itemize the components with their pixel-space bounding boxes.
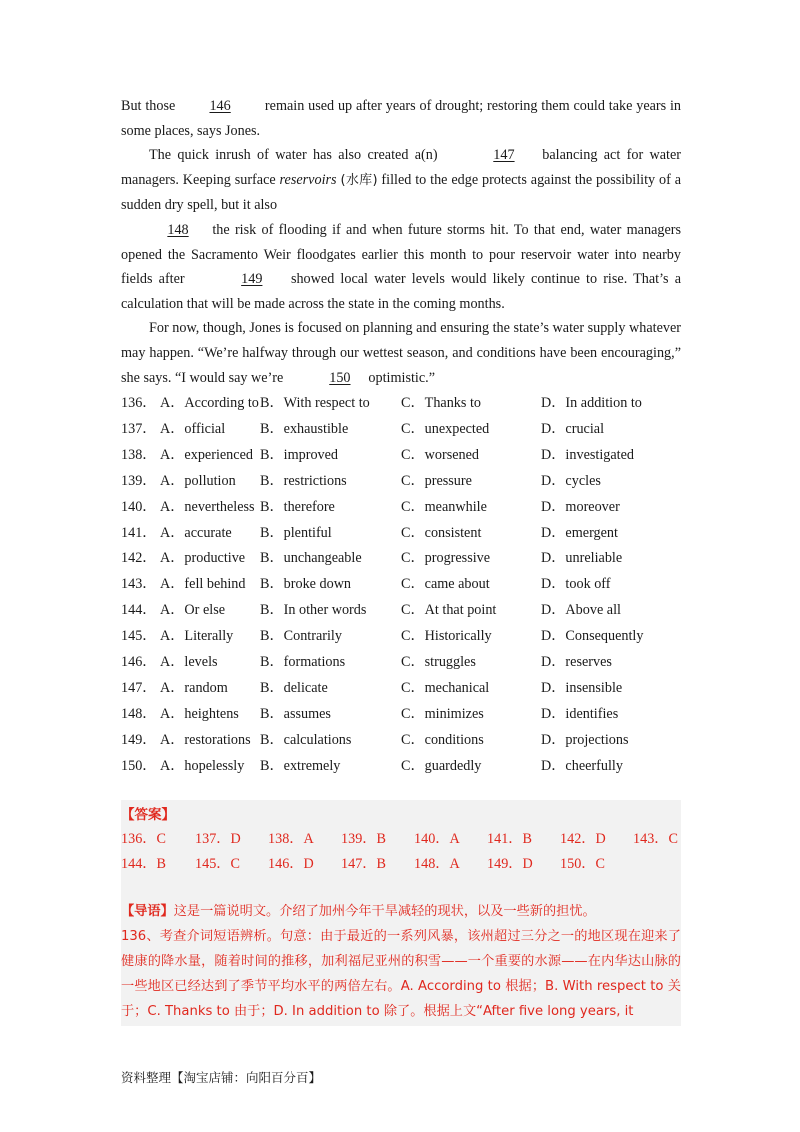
text: The quick inrush of water has also created a(n)	[149, 147, 438, 164]
option-row	[121, 702, 681, 728]
option-d: D．crucial	[541, 421, 605, 438]
text: balancing act for water managers. Keeping surface	[121, 147, 682, 188]
option-c: C．Historically	[401, 628, 492, 645]
option-b: B．restrictions	[260, 472, 347, 489]
option-row	[121, 572, 681, 598]
question-number: 145．	[121, 628, 157, 645]
option-b: B．plentiful	[260, 524, 332, 541]
option-row	[121, 546, 681, 572]
option-d: D．reserves	[541, 654, 612, 671]
option-a: A．accurate	[160, 524, 232, 541]
option-b: B．delicate	[260, 679, 328, 696]
blank-146: 146	[209, 98, 231, 114]
answer-item: 140．A	[414, 831, 460, 847]
option-a: A．pollution	[160, 472, 236, 489]
option-b: B．unchangeable	[260, 550, 362, 567]
option-row	[121, 417, 681, 443]
guide-text	[121, 899, 681, 1024]
paragraph-2	[121, 143, 681, 316]
footer-source: 资料整理【淘宝店铺：向阳百分百】	[121, 1070, 322, 1085]
text: But those	[121, 98, 176, 114]
answer-item: 146．D	[268, 856, 314, 872]
text: optimistic.”	[368, 369, 436, 386]
answer-row-2	[121, 853, 681, 877]
option-a: A．experienced	[160, 446, 253, 463]
option-a: A．levels	[160, 654, 218, 671]
answer-label: 【答案】	[121, 807, 175, 823]
blank-149: 149	[241, 271, 263, 288]
options-list	[121, 391, 681, 779]
option-a: A．productive	[160, 550, 246, 567]
answer-item: 147．B	[341, 856, 386, 872]
option-b: B．exhaustible	[260, 421, 349, 438]
text: remain used up after years of drought; restoring them could take years in some places, says Jones.	[121, 98, 682, 139]
option-a: A．According to	[160, 395, 259, 412]
option-row	[121, 469, 681, 495]
option-b: B．calculations	[260, 731, 352, 748]
answer-item: 150．C	[560, 856, 605, 872]
option-d: D．Consequently	[541, 628, 644, 645]
option-c: C．progressive	[401, 550, 491, 567]
option-c: C．came about	[401, 576, 490, 593]
option-b: B．therefore	[260, 498, 335, 515]
option-c: C．worsened	[401, 446, 480, 463]
option-c: C．Thanks to	[401, 395, 481, 412]
option-row	[121, 598, 681, 624]
answer-item: 139．B	[341, 831, 386, 847]
option-a: A．Literally	[160, 628, 234, 645]
option-d: D．projections	[541, 731, 629, 748]
option-b: B．extremely	[260, 757, 341, 774]
option-a: A．restorations	[160, 731, 251, 748]
answer-item: 148．A	[414, 856, 460, 872]
question-number: 146．	[121, 654, 157, 671]
option-row	[121, 676, 681, 702]
option-a: A．random	[160, 679, 228, 696]
option-b: B．assumes	[260, 705, 331, 722]
option-c: C．minimizes	[401, 705, 484, 722]
text: filled to the edge protects against the possibility of a sudden dry spell, but it also	[121, 171, 682, 214]
option-d: D．insensible	[541, 679, 623, 696]
option-c: C．mechanical	[401, 679, 490, 696]
text: For now, though, Jones is focused on planning and ensuring the state’s water supply whatever may happen. “We’re halfway through our wettest season, and conditions have been encouraging,” she says. “I would say we’re	[121, 320, 681, 386]
answer-item: 145．C	[195, 856, 240, 872]
option-b: B．improved	[260, 446, 339, 463]
option-a: A．nevertheless	[160, 498, 255, 515]
answer-item: 136．C	[121, 831, 166, 847]
answer-section	[121, 800, 681, 1026]
option-a: A．fell behind	[160, 576, 246, 593]
option-b: B．broke down	[260, 576, 352, 593]
option-c: C．meanwhile	[401, 498, 487, 515]
explanation-136: 136、考查介词短语辨析。句意：由于最近的一系列风暴，该州超过三分之一的地区现在迎来了健康的降水量，随着时间的推移，加利福尼亚州的积雪——一个重要的水源——在内华达山脉的一些地区已经达到了季节平均水平的两倍左右。A. According to 根据；B. With respect to 关于；C. Thanks to 由于；D. In addition to 除了。根据上文“After five long years, it	[121, 929, 681, 1019]
question-number: 142．	[121, 550, 157, 567]
text: showed local water levels would likely continue to rise. That’s a calculation that will be made across the state in the coming months.	[121, 271, 682, 312]
option-d: D．unreliable	[541, 550, 623, 567]
option-row	[121, 728, 681, 754]
option-row	[121, 495, 681, 521]
answer-item: 138．A	[268, 831, 314, 847]
option-d: D．cycles	[541, 472, 601, 489]
option-c: C．pressure	[401, 472, 472, 489]
answer-item: 149．D	[487, 856, 533, 872]
question-number: 149．	[121, 731, 157, 748]
chinese-gloss: (水库)	[340, 172, 378, 188]
option-row	[121, 443, 681, 469]
question-number: 141．	[121, 524, 157, 541]
option-d: D．identifies	[541, 705, 619, 722]
paragraph-1	[121, 94, 681, 143]
option-b: B．With respect to	[260, 395, 370, 412]
question-number: 148．	[121, 705, 157, 722]
blank-147: 147	[493, 147, 515, 164]
option-row	[121, 624, 681, 650]
option-b: B．Contrarily	[260, 628, 342, 645]
option-a: A．Or else	[160, 602, 226, 619]
option-c: C．conditions	[401, 731, 484, 748]
option-d: D．emergent	[541, 524, 618, 541]
option-a: A．heightens	[160, 705, 239, 722]
option-row	[121, 521, 681, 547]
question-number: 136．	[121, 395, 157, 412]
option-d: D．investigated	[541, 446, 634, 463]
option-b: B．formations	[260, 654, 346, 671]
guide-label: 【导语】	[121, 904, 174, 919]
question-number: 137．	[121, 421, 157, 438]
question-number: 150．	[121, 757, 157, 774]
answer-row-1	[121, 828, 681, 852]
option-d: D．moreover	[541, 498, 620, 515]
text: the risk of flooding if and when future storms hit. To that end, water managers opened the Sacramento Weir floodgates earlier this month to pour reservoir water into nearby fields after	[121, 221, 681, 288]
option-row	[121, 650, 681, 676]
option-d: D．cheerfully	[541, 757, 623, 774]
question-number: 147．	[121, 679, 157, 696]
option-c: C．guardedly	[401, 757, 482, 774]
question-number: 139．	[121, 472, 157, 489]
question-number: 138．	[121, 446, 157, 463]
guide-summary: 这是一篇说明文。介绍了加州今年干旱减轻的现状，以及一些新的担忧。	[173, 904, 596, 919]
answer-item: 142．D	[560, 831, 606, 847]
guide-intro	[121, 899, 681, 924]
option-d: D．In addition to	[541, 395, 642, 412]
option-a: A．official	[160, 421, 226, 438]
paragraph-3	[121, 316, 681, 390]
passage	[121, 94, 681, 779]
question-number: 140．	[121, 498, 157, 515]
option-c: C．consistent	[401, 524, 482, 541]
option-row	[121, 391, 681, 417]
term-reservoirs: reservoirs	[279, 171, 337, 188]
option-d: D．Above all	[541, 602, 621, 619]
option-c: C．At that point	[401, 602, 497, 619]
question-number: 143．	[121, 576, 157, 593]
option-row	[121, 754, 681, 780]
option-b: B．In other words	[260, 602, 367, 619]
answer-item: 143．C	[633, 831, 678, 847]
answer-item: 137．D	[195, 831, 241, 847]
blank-150: 150	[329, 369, 351, 386]
question-number: 144．	[121, 602, 157, 619]
answer-item: 141．B	[487, 831, 532, 847]
option-d: D．took off	[541, 576, 611, 593]
option-a: A．hopelessly	[160, 757, 245, 774]
answer-item: 144．B	[121, 856, 166, 872]
option-c: C．struggles	[401, 654, 476, 671]
blank-148: 148	[167, 221, 189, 238]
option-c: C．unexpected	[401, 421, 490, 438]
